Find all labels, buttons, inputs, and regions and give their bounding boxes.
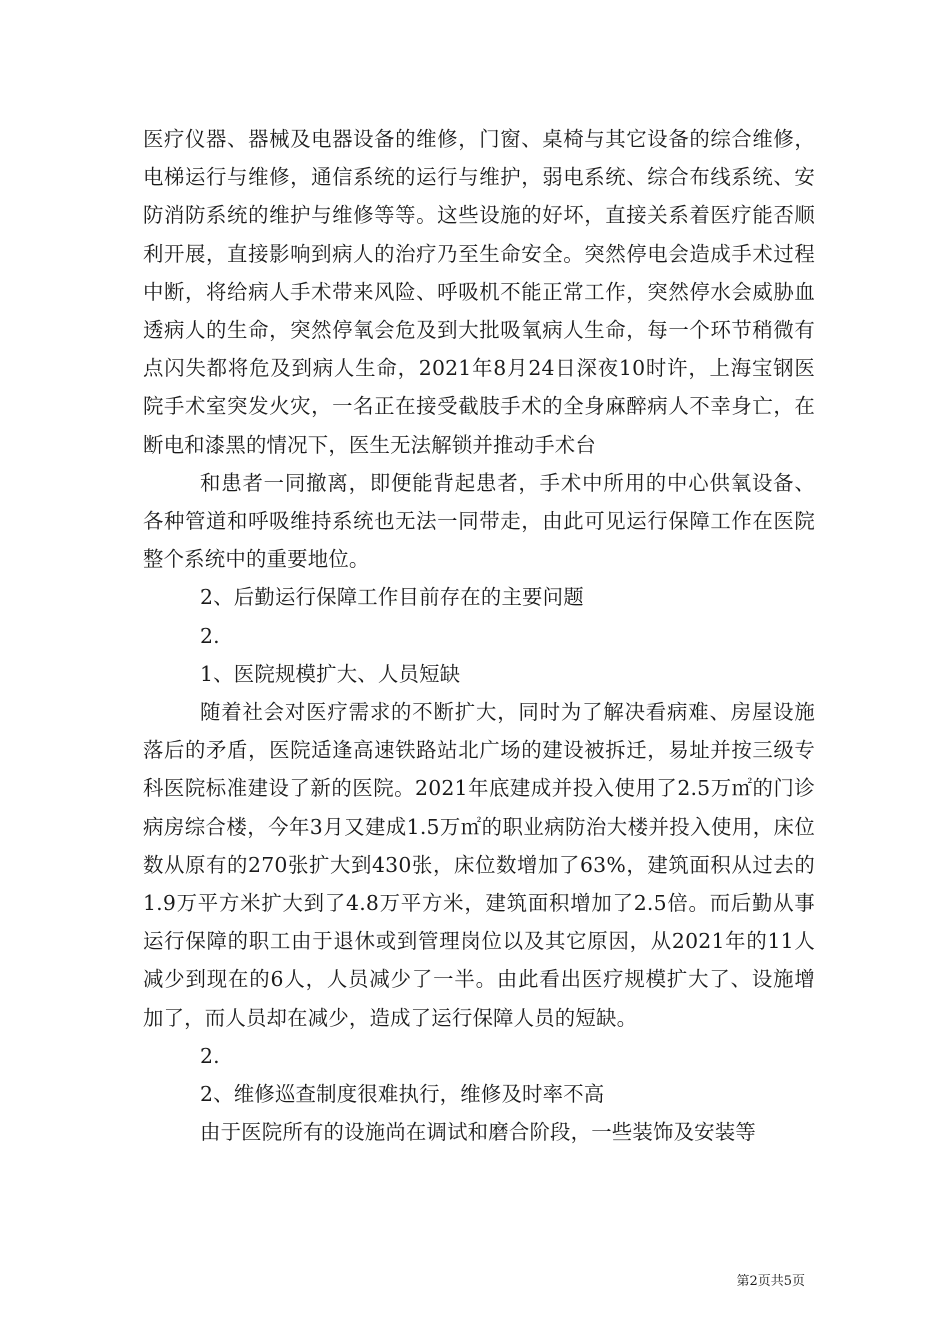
document-body	[143, 120, 815, 1151]
paragraph-3: 随着社会对医疗需求的不断扩大，同时为了解决看病难、房屋设施落后的矛盾，医院适逢高速铁路站北广场的建设被拆迁，易址并按三级专科医院标准建设了新的医院。2021年底建成并投入使用了2.5万㎡的门诊病房综合楼，今年3月又建成1.5万㎡的职业病防治大楼并投入使用，床位数从原有的270张扩大到430张，床位数增加了63%，建筑面积从过去的1.9万平方米扩大到了4.8万平方米，建筑面积增加了2.5倍。而后勤从事运行保障的职工由于退休或到管理岗位以及其它原因，从2021年的11人减少到现在的6人，人员减少了一半。由此看出医疗规模扩大了、设施增加了，而人员却在减少，造成了运行保障人员的短缺。	[143, 700, 815, 1030]
paragraph-1: 医疗仪器、器械及电器设备的维修，门窗、桌椅与其它设备的综合维修，电梯运行与维修，通信系统的运行与维护，弱电系统、综合布线系统、安防消防系统的维护与维修等等。这些设施的好坏，直接关系着医疗能否顺利开展，直接影响到病人的治疗乃至生命安全。突然停电会造成手术过程中断，将给病人手术带来风险、呼吸机不能正常工作，突然停水会威胁血透病人的生命，突然停氧会危及到大批吸氧病人生命，每一个环节稍微有点闪失都将危及到病人生命，2021年8月24日深夜10时许，上海宝钢医院手术室突发火灾，一名正在接受截肢手术的全身麻醉病人不幸身亡，在断电和漆黑的情况下，医生无法解锁并推动手术台	[143, 127, 815, 457]
subsection-number-2-1: 2.	[200, 623, 220, 648]
subsection-heading-2-1: 1、医院规模扩大、人员短缺	[200, 661, 461, 686]
page-number: 第2页共5页	[736, 1274, 805, 1289]
section-heading-2: 2、后勤运行保障工作目前存在的主要问题	[200, 585, 584, 610]
paragraph-2: 和患者一同撤离，即便能背起患者，手术中所用的中心供氧设备、各种管道和呼吸维持系统也无法一同带走，由此可见运行保障工作在医院整个系统中的重要地位。	[143, 470, 815, 572]
subsection-heading-2-2: 2、维修巡查制度很难执行，维修及时率不高	[200, 1082, 605, 1107]
subsection-number-2-2: 2.	[200, 1043, 220, 1068]
paragraph-4: 由于医院所有的设施尚在调试和磨合阶段，一些装饰及安装等	[200, 1120, 756, 1145]
